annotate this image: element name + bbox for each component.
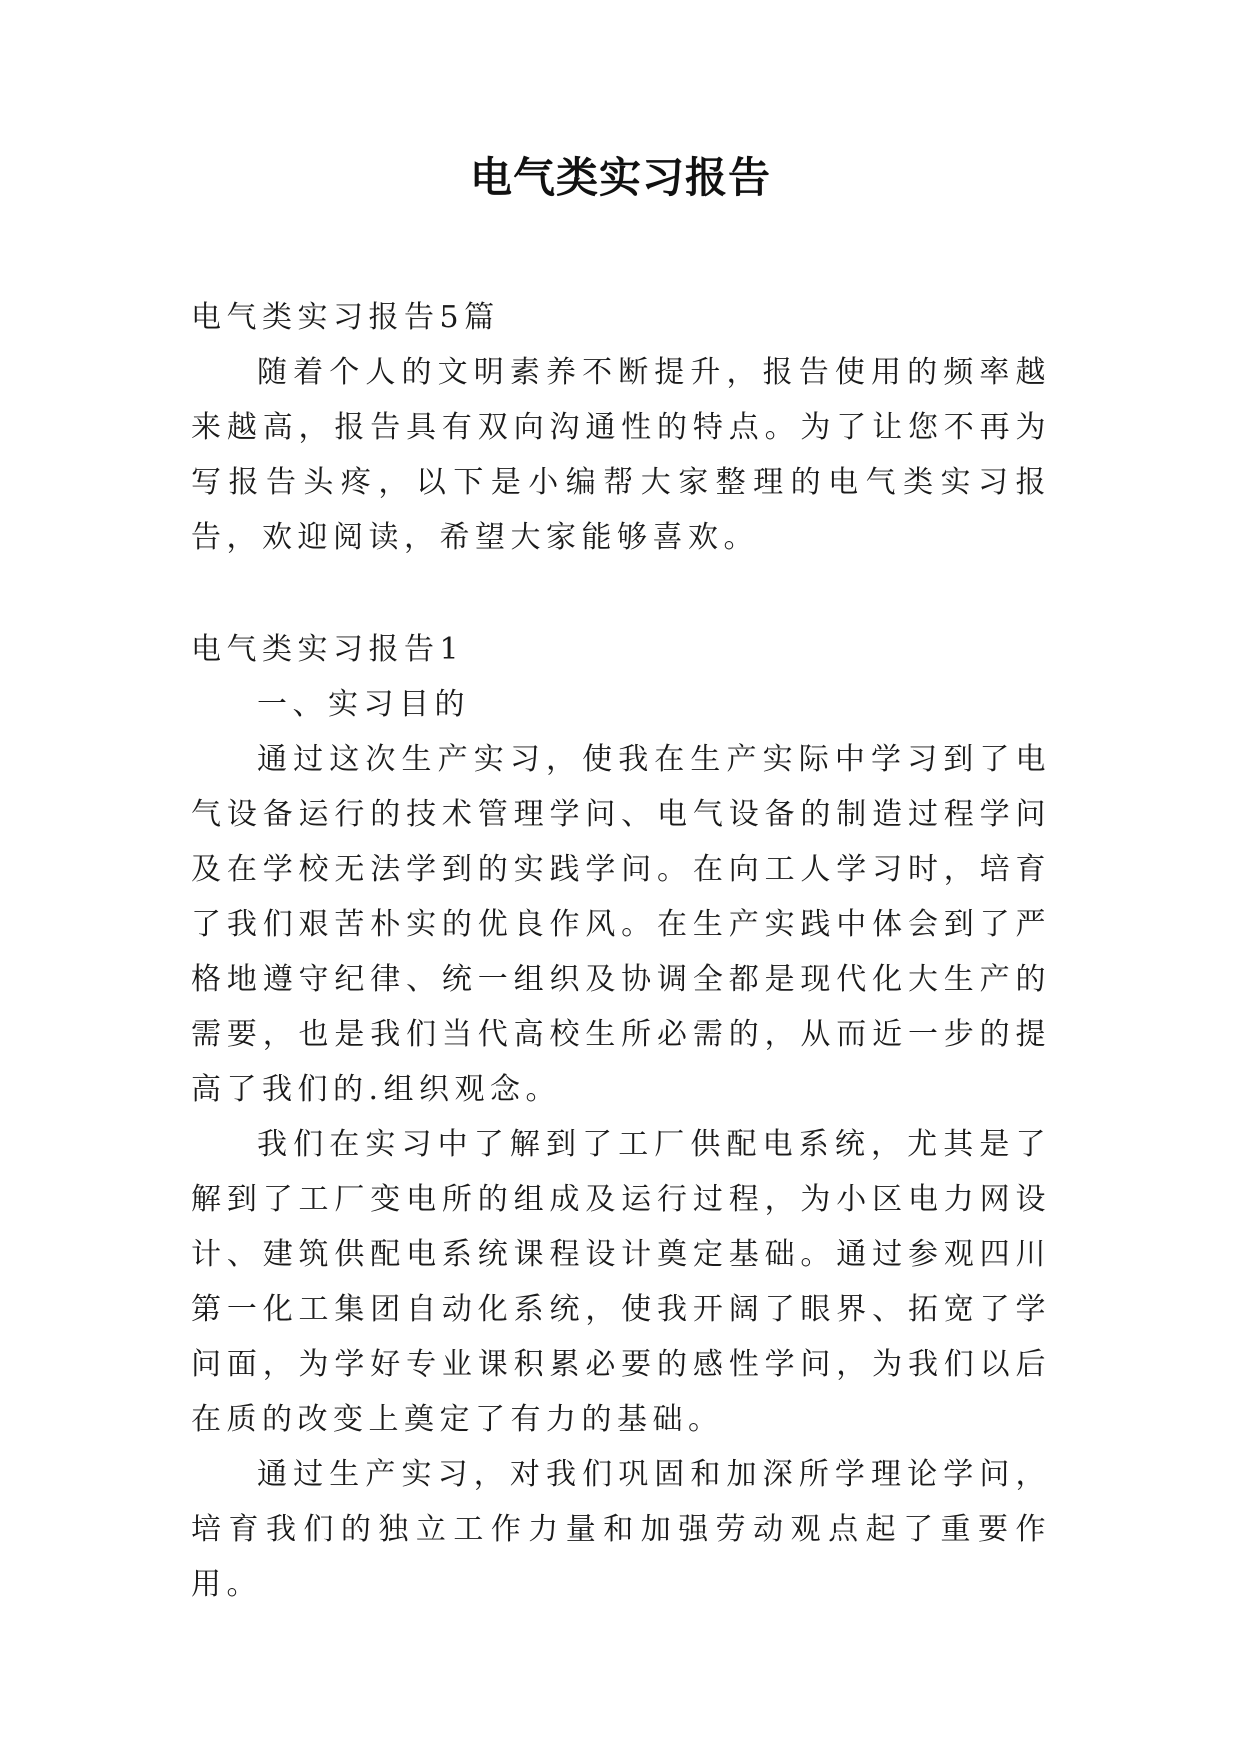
intro-paragraph: 随着个人的文明素养不断提升，报告使用的频率越来越高，报告具有双向沟通性的特点。为了让您不再为写报告头疼，以下是小编帮大家整理的电气类实习报告，欢迎阅读，希望大家能够喜欢。 — [191, 355, 1051, 555]
section-spacer — [191, 565, 1051, 622]
body-paragraph-2: 我们在实习中了解到了工厂供配电系统，尤其是了解到了工厂变电所的组成及运行过程，为小区电力网设计、建筑供配电系统课程设计奠定基础。通过参观四川第一化工集团自动化系统，使我开阔了眼界、拓宽了学问面，为学好专业课积累必要的感性学问，为我们以后在质的改变上奠定了有力的基础。 — [191, 1127, 1051, 1437]
subheading: 一、实习目的 — [257, 687, 470, 722]
document-body — [191, 290, 1051, 1612]
body-paragraph-1: 通过这次生产实习，使我在生产实际中学习到了电气设备运行的技术管理学问、电气设备的制造过程学问及在学校无法学到的实践学问。在向工人学习时，培育了我们艰苦朴实的优良作风。在生产实践中体会到了严格地遵守纪律、统一组织及协调全都是现代化大生产的需要，也是我们当代高校生所必需的，从而近一步的提高了我们的.组织观念。 — [191, 742, 1051, 1107]
section-heading: 电气类实习报告1 — [191, 632, 465, 667]
body-paragraph-3: 通过生产实习，对我们巩固和加深所学理论学问，培育我们的独立工作力量和加强劳动观点起了重要作用。 — [191, 1457, 1051, 1602]
document-subtitle: 电气类实习报告5篇 — [191, 300, 500, 335]
document-title: 电气类实习报告 — [469, 153, 771, 202]
